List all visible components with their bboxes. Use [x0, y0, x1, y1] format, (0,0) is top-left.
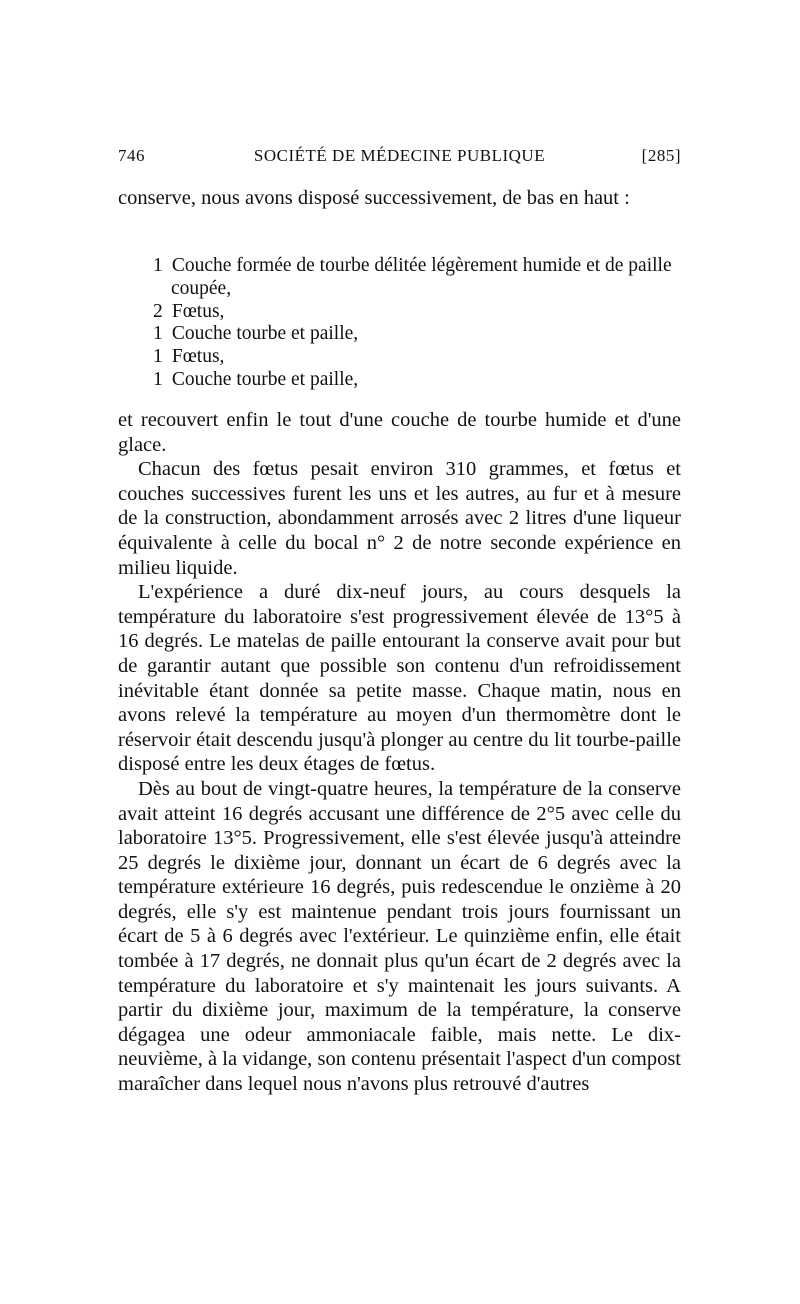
- intro-paragraph: conserve, nous avons disposé successivement, de bas en haut :: [118, 187, 630, 209]
- page-header: [118, 146, 681, 172]
- running-title: SOCIÉTÉ DE MÉDECINE PUBLIQUE: [253, 146, 546, 165]
- folio-number: [285]: [641, 146, 681, 165]
- paragraph-continuation: et recouvert enfin le tout d'une couche de tourbe humide et d'une glace.: [118, 409, 681, 456]
- body-text: [118, 408, 681, 1097]
- list-item-quantity: 1: [153, 255, 163, 276]
- list-item-quantity: 1: [153, 323, 163, 345]
- intro-text: [118, 186, 681, 211]
- paragraph-foetus-weight: Chacun des fœtus pesait environ 310 grammes, et fœtus et couches successives furent les uns et les autres, au fur et à mesure de la construction, abondamment arrosés avec 2 litres d'une liqueur équivalente à celle du bocal n° 2 de notre seconde expérience en milieu liquide.: [118, 458, 681, 579]
- list-item-text: Couche formée de tourbe délitée légèrement humide et de paille coupée,: [171, 255, 672, 299]
- list-item-quantity: 1: [153, 346, 163, 368]
- list-item-text: Fœtus,: [171, 300, 225, 322]
- paragraph-experiment-duration: L'expérience a duré dix-neuf jours, au cours desquels la température du laboratoire s'est progressivement élevée de 13°5 à 16 degrés. Le matelas de paille entourant la conserve avait pour but de garantir autant que possible son contenu d'un refroidissement inévitable étant donnée sa petite masse. Chaque matin, nous en avons relevé la température au moyen d'un thermomètre dont le réservoir était descendu jusqu'à plonger au centre du lit tourbe-paille disposé entre les deux étages de fœtus.: [118, 581, 681, 776]
- list-item: [153, 301, 681, 324]
- list-item-quantity: 1: [153, 368, 163, 390]
- layer-list: [153, 255, 681, 392]
- list-item-quantity: 2: [153, 300, 163, 322]
- list-item-text: Fœtus,: [171, 346, 225, 368]
- paragraph-temperature-results: Dès au bout de vingt-quatre heures, la température de la conserve avait atteint 16 degrés accusant une différence de 2°5 avec celle du laboratoire 13°5. Progressivement, elle s'est élevée jusqu'à atteindre 25 degrés le dixième jour, donnant un écart de 6 degrés avec la température extérieure 16 degrés, puis redescendue le onzième à 20 degrés, elle s'y est maintenue pendant trois jours fournissant un écart de 5 à 6 degrés avec l'extérieur. Le quinzième enfin, elle était tombée à 17 degrés, ne donnait plus qu'un écart de 2 degrés avec la température du laboratoire et s'y maintenait les jours suivants. A partir du dixième jour, maximum de la température, la conserve dégagea une odeur ammoniacale faible, mais nette. Le dix-neuvième, à la vidange, son contenu présentait l'aspect d'un compost maraîcher dans lequel nous n'avons plus retrouvé d'autres: [118, 777, 681, 1096]
- page-number: 746: [118, 146, 145, 165]
- list-item: [153, 255, 681, 301]
- list-item-text: Couche tourbe et paille,: [171, 323, 359, 345]
- list-item: [153, 323, 681, 346]
- list-item: [153, 346, 681, 369]
- list-item: [153, 369, 681, 392]
- list-item-text: Couche tourbe et paille,: [171, 368, 359, 390]
